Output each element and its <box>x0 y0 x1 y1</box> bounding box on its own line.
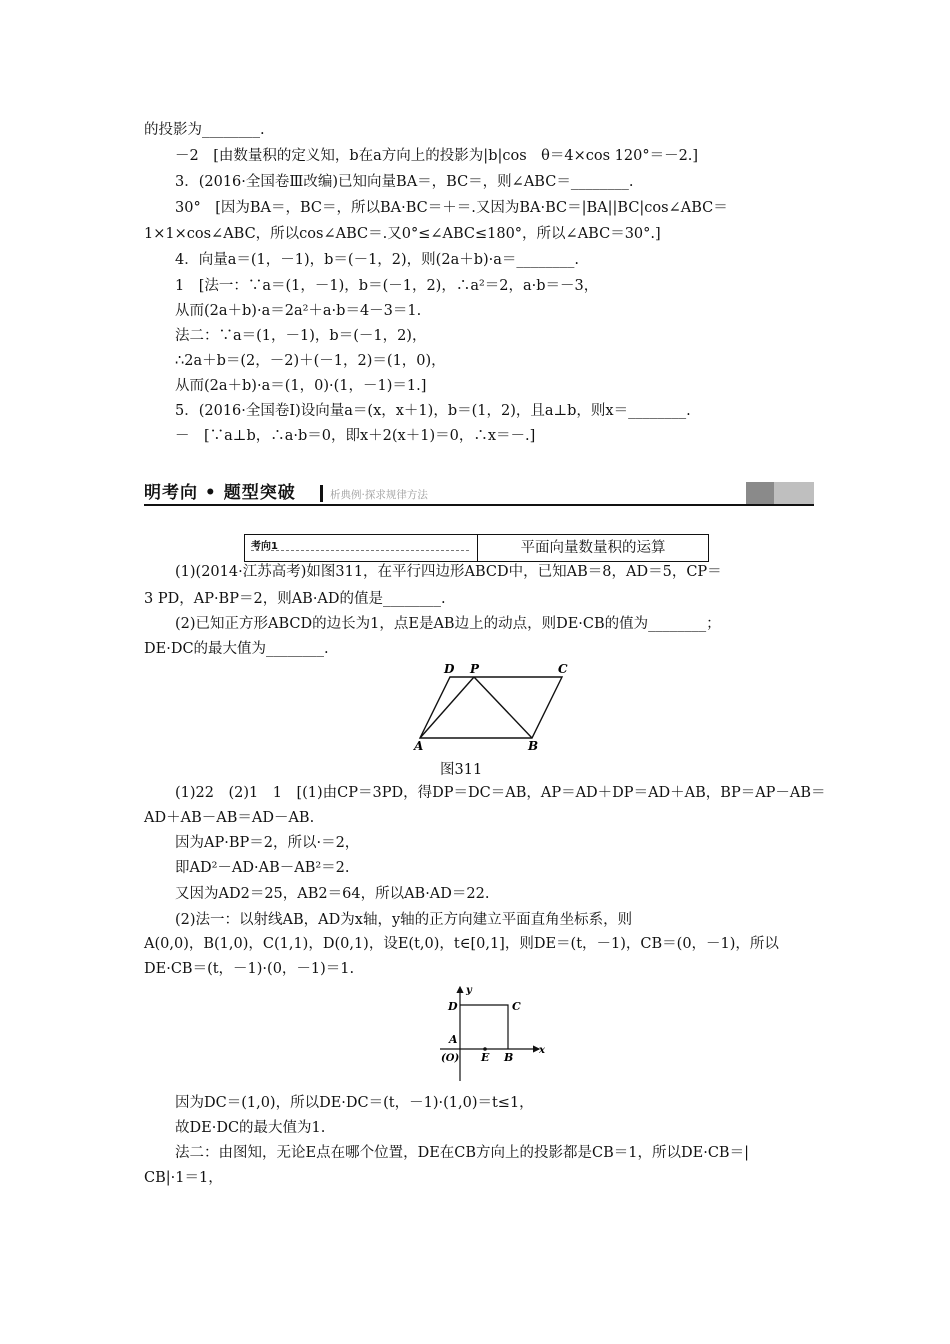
section-title: 明考向 • 题型突破 <box>144 483 296 503</box>
label-c: C <box>558 662 568 676</box>
label-d2: D <box>448 1000 458 1013</box>
figure-parallelogram <box>410 660 590 752</box>
banner-dark-block <box>746 482 774 504</box>
label-b2: B <box>504 1051 514 1064</box>
line-28: 法二：由图知，无论E点在哪个位置，DE在CB方向上的投影都是CB＝1，所以DE·CB＝| <box>175 1145 749 1161</box>
section-subtitle: 析典例·探求规律方法 <box>330 489 428 501</box>
banner-light-block <box>774 482 814 504</box>
label-a2: A <box>449 1033 458 1046</box>
figure-caption: 图311 <box>440 762 483 778</box>
line-10: ∴2a＋b＝(2，－2)＋(－1，2)＝(1，0)， <box>175 353 446 369</box>
line-8: 从而(2a＋b)·a＝2a²＋a·b＝4－3＝1. <box>175 303 422 319</box>
topic-tag: 考向1 <box>251 541 278 552</box>
line-23: (2)法一：以射线AB，AD为x轴，y轴的正方向建立平面直角坐标系，则 <box>175 912 633 928</box>
axis-label-y: y <box>466 985 472 996</box>
label-a: A <box>414 739 424 752</box>
line-19: AD＋AB－AB＝AD－AB. <box>144 810 315 826</box>
line-3: 3．(2016·全国卷Ⅲ改编)已知向量BA＝，BC＝，则∠ABC＝________. <box>175 174 634 190</box>
line-5: 1×1×cos∠ABC，所以cos∠ABC＝.又0°≤∠ABC≤180°，所以∠ABC＝30°.] <box>144 226 661 242</box>
topic-dash-line <box>251 550 469 551</box>
line-27: 故DE·DC的最大值为1. <box>175 1120 326 1136</box>
parallelogram-outline <box>420 677 562 738</box>
banner-rule <box>144 504 814 506</box>
topic-header <box>244 534 709 562</box>
line-2: －2 [由数量积的定义知，b在a方向上的投影为|b|cos θ＝4×cos 120°＝－2.] <box>175 148 699 164</box>
line-4: 30° [因为BA＝，BC＝，所以BA·BC＝＋＝.又因为BA·BC＝|BA||BC|cos∠ABC＝ <box>175 200 728 216</box>
line-25: DE·CB＝(t，－1)·(0，－1)＝1. <box>144 961 355 977</box>
figure-coordinate-square <box>435 983 555 1083</box>
topic-title: 平面向量数量积的运算 <box>520 540 666 556</box>
section-banner <box>144 482 814 506</box>
line-21: 即AD²－AD·AB－AB²＝2. <box>175 860 350 876</box>
line-7: 1 [法一：∵a＝(1，－1)，b＝(－1，2)，∴a²＝2，a·b＝－3， <box>175 278 599 294</box>
line-15: 3 PD，AP·BP＝2，则AB·AD的值是________. <box>144 591 446 607</box>
label-origin: (O) <box>441 1053 460 1064</box>
line-9: 法二：∵a＝(1，－1)，b＝(－1，2)， <box>175 328 427 344</box>
label-b: B <box>528 739 539 752</box>
line-17: DE·DC的最大值为________. <box>144 641 329 657</box>
segment-ap <box>420 677 474 738</box>
topic-tag-cell <box>245 535 478 561</box>
label-d: D <box>444 662 455 676</box>
label-e2: E <box>481 1051 490 1064</box>
line-12: 5．(2016·全国卷Ⅰ)设向量a＝(x，x＋1)，b＝(1，2)，且a⊥b，则x＝________. <box>175 403 691 419</box>
line-24: A(0,0)，B(1,0)，C(1,1)，D(0,1)，设E(t,0)，t∈[0,1]，则DE＝(t，－1)，CB＝(0，－1)，所以 <box>144 936 779 952</box>
line-16: (2)已知正方形ABCD的边长为1，点E是AB边上的动点，则DE·CB的值为________； <box>175 616 721 632</box>
line-20: 因为AP·BP＝2，所以·＝2， <box>175 835 360 851</box>
banner-divider <box>320 485 323 502</box>
line-26: 因为DC＝(1,0)，所以DE·DC＝(t，－1)·(1,0)＝t≤1， <box>175 1095 534 1111</box>
axis-label-x: x <box>539 1045 545 1056</box>
square-outline <box>460 1005 508 1049</box>
line-18: (1)22 (2)1 1 [(1)由CP＝3PD，得DP＝DC＝AB，AP＝AD＋DP＝AD＋AB，BP＝AP－AB＝ <box>175 785 826 801</box>
line-29: CB|·1＝1， <box>144 1170 223 1186</box>
line-11: 从而(2a＋b)·a＝(1，0)·(1，－1)＝1.] <box>175 378 427 394</box>
line-1: 的投影为________. <box>144 122 265 138</box>
label-p: P <box>470 662 480 676</box>
line-13: － [∵a⊥b，∴a·b＝0，即x＋2(x＋1)＝0，∴x＝－.] <box>175 428 536 444</box>
segment-bp <box>474 677 532 738</box>
line-22: 又因为AD2＝25，AB2＝64，所以AB·AD＝22. <box>175 886 490 902</box>
line-6: 4．向量a＝(1，－1)，b＝(－1，2)，则(2a＋b)·a＝________. <box>175 252 580 268</box>
label-c2: C <box>512 1000 521 1013</box>
line-14: (1)(2014·江苏高考)如图311，在平行四边形ABCD中，已知AB＝8，AD＝5，CP＝ <box>175 564 722 580</box>
